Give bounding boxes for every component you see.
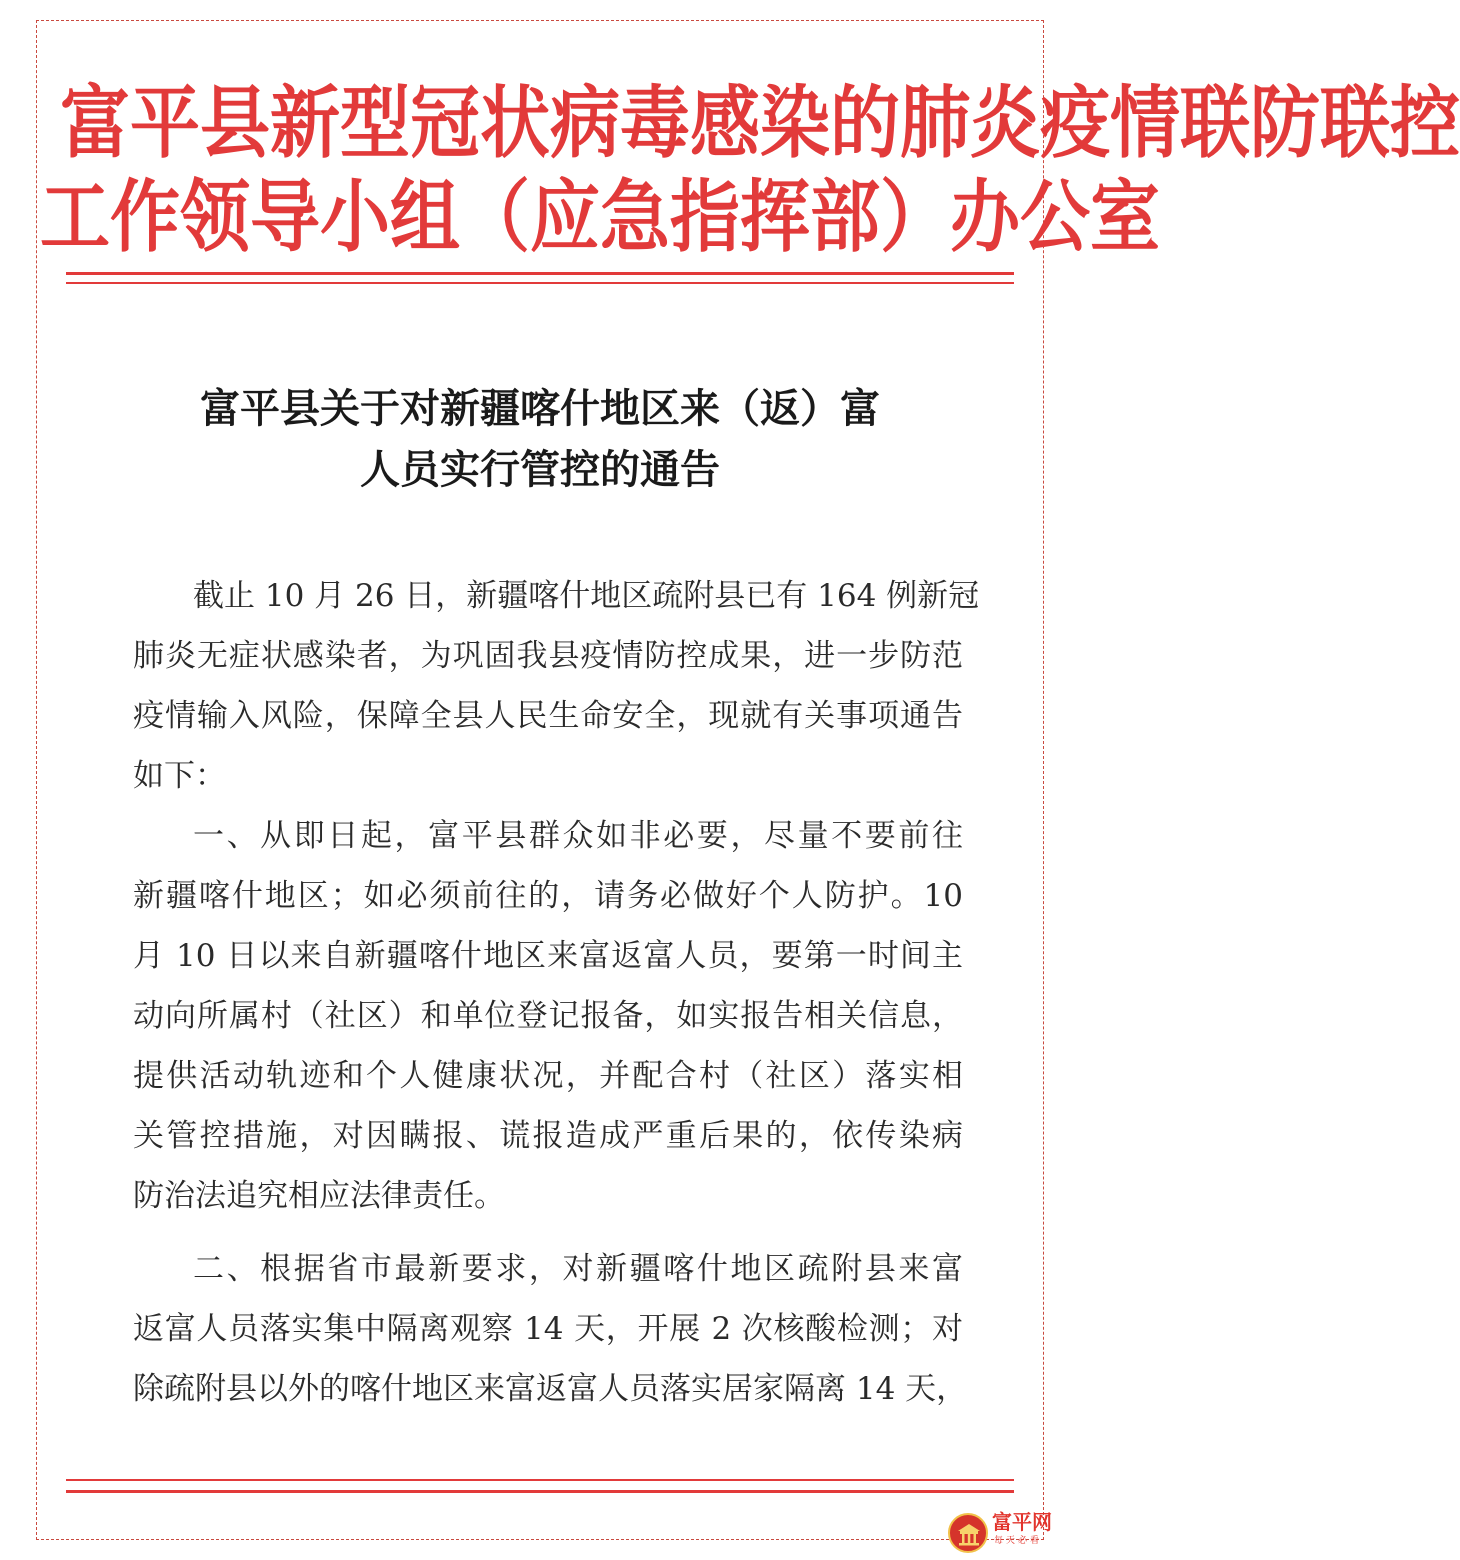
pavilion-logo-icon <box>948 1513 988 1553</box>
body-line: 月 10 日以来自新疆喀什地区来富返富人员，要第一时间主 <box>133 938 963 974</box>
body-line: 关管控措施，对因瞒报、谎报造成严重后果的，依传染病 <box>133 1118 963 1154</box>
body-line: 除疏附县以外的喀什地区来富返富人员落实居家隔离 14 天， <box>133 1371 968 1407</box>
body-line: 二、根据省市最新要求，对新疆喀什地区疏附县来富 <box>193 1251 963 1287</box>
body-line: 返富人员落实集中隔离观察 14 天，开展 2 次核酸检测；对 <box>133 1311 963 1347</box>
org-header-line-2: 工作领导小组（应急指挥部）办公室 <box>40 171 1160 263</box>
body-line: 疫情输入风险，保障全县人民生命安全，现就有关事项通告 <box>133 698 963 734</box>
body-line: 动向所属村（社区）和单位登记报备，如实报告相关信息， <box>133 998 963 1034</box>
body-line: 如下： <box>133 758 226 794</box>
body-line: 肺炎无症状感染者，为巩固我县疫情防控成果，进一步防范 <box>133 638 963 674</box>
header-divider-thick <box>66 272 1014 275</box>
footer-divider-thick <box>66 1490 1014 1493</box>
org-header-line-1: 富平县新型冠状病毒感染的肺炎疫情联防联控 <box>60 77 1460 169</box>
header-divider-thin <box>66 282 1014 284</box>
body-line: 防治法追究相应法律责任。 <box>133 1178 505 1214</box>
body-line: 新疆喀什地区；如必须前往的，请务必做好个人防护。10 <box>133 878 963 914</box>
site-name: 富平网 <box>992 1510 1052 1534</box>
body-line: 提供活动轨迹和个人健康状况，并配合村（社区）落实相 <box>133 1058 963 1094</box>
footer-divider-thin <box>66 1479 1014 1481</box>
body-line: 一、从即日起，富平县群众如非必要，尽量不要前往 <box>193 818 963 854</box>
site-watermark-logo <box>946 1510 1076 1558</box>
notice-title-line-1: 富平县关于对新疆喀什地区来（返）富 <box>200 386 880 432</box>
site-slogan: 每天必看 <box>994 1536 1043 1546</box>
body-line: 截止 10 月 26 日，新疆喀什地区疏附县已有 164 例新冠 <box>193 578 980 614</box>
notice-title-line-2: 人员实行管控的通告 <box>360 447 720 493</box>
